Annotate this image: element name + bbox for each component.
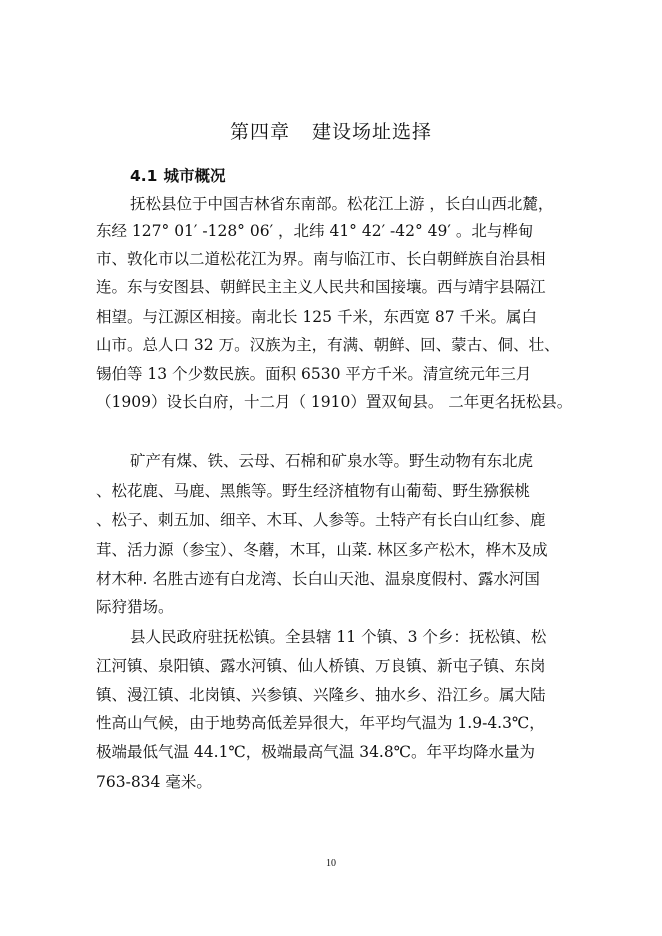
chapter-title: [0, 117, 662, 144]
paragraph-1-line-5: 相望。与江源区相接。南北长 125 千米，东西宽 87 千米。属白: [96, 308, 538, 326]
page-number: 10: [326, 858, 336, 869]
chapter-title-text: 建设场址选择: [312, 121, 433, 143]
paragraph-1-line-8: （1909）设长白府，十二月（ 1910）置双甸县。 二年更名抚松县。: [96, 393, 573, 411]
paragraph-1-line-4: 连。东与安图县、朝鲜民主主义人民共和国接壤。西与靖宇县隔江: [96, 278, 546, 296]
paragraph-3-line-1: 县人民政府驻抚松镇。全县辖 11 个镇、3 个乡：抚松镇、松: [130, 628, 547, 646]
section-number: 4.1: [130, 167, 158, 185]
paragraph-2-line-1: 矿产有煤、铁、云母、石棉和矿泉水等。野生动物有东北虎: [130, 452, 534, 470]
paragraph-3-line-4: 性高山气候，由于地势高低差异很大，年平均气温为 1.9-4.3℃，: [96, 714, 545, 732]
paragraph-3-line-5: 极端最低气温 44.1℃，极端最高气温 34.8℃。年平均降水量为: [96, 743, 536, 761]
section-heading: [130, 164, 225, 186]
paragraph-1-line-6: 山市。总人口 32 万。汉族为主，有满、朝鲜、回、蒙古、侗、壮、: [96, 336, 560, 354]
paragraph-3-line-6: 763-834 毫米。: [96, 773, 212, 791]
paragraph-2-line-4: 茸、活力源（参宝）、冬蘑，木耳，山菜. 林区多产松木，桦木及成: [96, 541, 548, 559]
section-title: 城市概况: [163, 167, 226, 185]
paragraph-1-line-2: 东经 127° 01′ -128° 06′ ，北纬 41° 42′ -42° 49′ 。北与桦甸: [96, 222, 534, 240]
paragraph-2-line-6: 际狩猎场。: [96, 598, 174, 616]
paragraph-1-line-7: 锡伯等 13 个少数民族。面积 6530 平方千米。清宣统元年三月: [96, 365, 532, 383]
paragraph-1-line-1: 抚松县位于中国吉林省东南部。松花江上游 ，长白山西北麓，: [130, 195, 554, 213]
paragraph-1-line-3: 市、敦化市以二道松花江为界。南与临江市、长白朝鲜族自治县相: [96, 250, 546, 268]
paragraph-3-line-2: 江河镇、泉阳镇、露水河镇、仙人桥镇、万良镇、新屯子镇、东岗: [96, 657, 546, 675]
paragraph-2-line-5: 材木种. 名胜古迹有白龙湾、长白山天池、温泉度假村、露水河国: [96, 570, 540, 588]
paragraph-2-line-3: 、松子、刺五加、细辛、木耳、人参等。土特产有长白山红参、鹿: [96, 511, 546, 529]
paragraph-3-line-3: 镇、漫江镇、北岗镇、兴参镇、兴隆乡、抽水乡、沿江乡。属大陆: [96, 686, 546, 704]
chapter-prefix: 第四章: [229, 121, 290, 143]
paragraph-2-line-2: 、松花鹿、马鹿、黑熊等。野生经济植物有山葡萄、野生猕猴桃: [96, 482, 531, 500]
